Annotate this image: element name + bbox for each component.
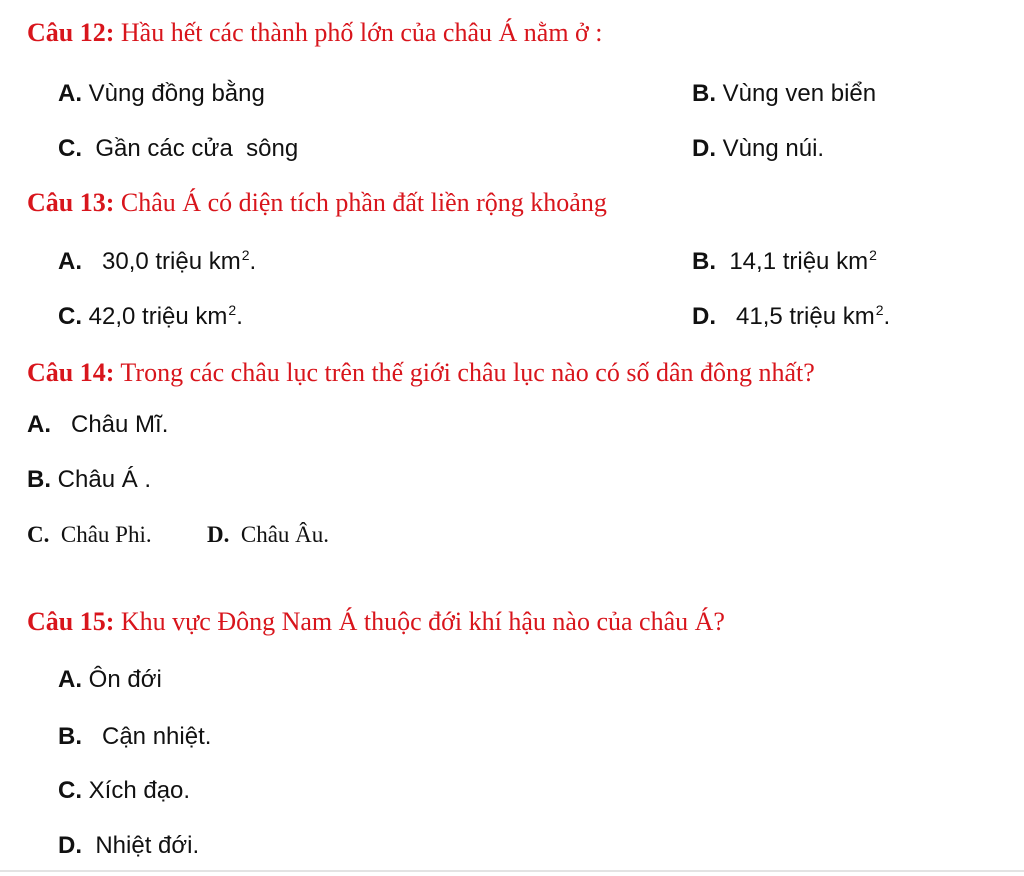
q15-option-a[interactable]: A. Ôn đới xyxy=(58,666,162,693)
question-13-label: Câu 13: xyxy=(27,188,115,217)
q14-option-d[interactable]: D. Châu Âu. xyxy=(207,522,330,547)
q12-option-c[interactable]: C. Gần các cửa sông xyxy=(58,135,299,162)
q12-option-a[interactable]: A. Vùng đồng bằng xyxy=(58,80,265,107)
question-14-text: Trong các châu lục trên thế giới châu lục nào có số dân đông nhất? xyxy=(114,358,815,387)
q12-option-d[interactable]: D. Vùng núi. xyxy=(692,135,825,162)
page-bottom-divider xyxy=(0,870,1024,872)
q13-option-d[interactable]: D. 41,5 triệu $km^2$. xyxy=(692,302,891,330)
q13-option-a[interactable]: A. 30,0 triệu $km^2$. xyxy=(58,247,257,275)
question-12-label: Câu 12: xyxy=(27,18,115,47)
question-14-label: Câu 14: xyxy=(27,358,115,387)
question-12-text: Hầu hết các thành phố lớn của châu Á nằm ở : xyxy=(114,18,603,47)
question-15-title xyxy=(27,609,725,635)
question-13-text: Châu Á có diện tích phần đất liền rộng khoảng xyxy=(114,188,607,217)
question-12-title xyxy=(27,20,603,46)
q15-option-d[interactable]: D. Nhiệt đới. xyxy=(58,832,200,859)
q13-option-c[interactable]: C. 42,0 triệu $km^2$. xyxy=(58,302,243,330)
q14-option-b[interactable]: B. Châu Á . xyxy=(27,466,152,493)
question-13-title xyxy=(27,190,607,216)
question-14-title xyxy=(27,360,815,386)
q13-option-b[interactable]: B. 14,1 triệu $km^2$ xyxy=(692,247,877,275)
q14-option-c[interactable]: C. Châu Phi. xyxy=(27,522,152,547)
q14-option-a[interactable]: A. Châu Mĩ. xyxy=(27,411,169,438)
question-15-text: Khu vực Đông Nam Á thuộc đới khí hậu nào của châu Á? xyxy=(114,607,725,636)
q15-option-c[interactable]: C. Xích đạo. xyxy=(58,777,191,804)
question-15-label: Câu 15: xyxy=(27,607,115,636)
q12-option-b[interactable]: B. Vùng ven biển xyxy=(692,80,877,107)
q15-option-b[interactable]: B. Cận nhiệt. xyxy=(58,723,212,750)
